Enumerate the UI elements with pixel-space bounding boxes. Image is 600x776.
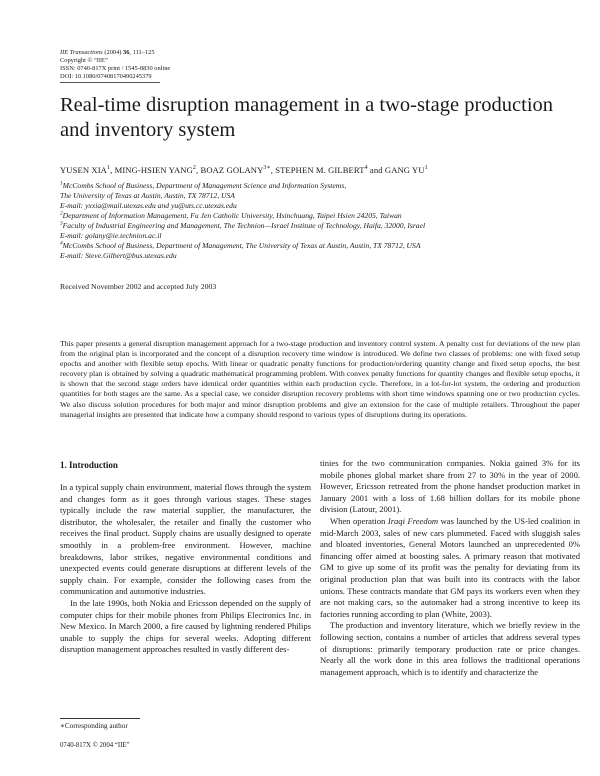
- abstract-text: This paper presents a general disruption management approach for a two-stage production and inventory control system. A penalty cost for deviations of the new plan from the original plan is incorporated and the concept of a disruption recovery time window is introduced. We define two classes of problems: one with fixed setup epochs and another with flexible setup epochs. With linear or quadratic penalty functions for production/ordering quantity change and fixed setup epochs, the best recovery plan is obtained by solving a quadratic mathematical programming problem. With convex penalty functions for quantity changes and flexible setup epochs, it is shown that the second stage orders have identical order quantities within each production cycle. Therefore, in a lot-for-lot system, the ordering and production quantities for both stages are the same. As a special case, we consider disruption recovery problems with short time windows spanning one or two production cycles. We also discuss solution procedures for both major and minor disruption problems and give an extension for the case of multiple retailers. Throughout the paper managerial insights are presented that indicate how a company should respond to various types of disruptions during its operations.: [60, 339, 580, 419]
- right-column: [320, 458, 580, 678]
- corresponding-author-note: ∗Corresponding author: [60, 722, 128, 730]
- affiliation-4-email: E-mail: Steve.Gilbert@bus.utexas.edu: [60, 251, 177, 260]
- paper-title: Real-time disruption management in a two-stage production and inventory system: [60, 94, 554, 141]
- issn-line: ISSN: 0740-817X print / 1545-8830 online: [60, 65, 171, 73]
- affiliations: [60, 181, 560, 261]
- footnote-rule: [60, 718, 140, 719]
- author-list: YUSEN XIA$^1$, MING-HSIEN YANG$^2$, BOAZ $GOLANY^{3∗}$, STEPHEN M. GILBERT$^4$ and GANG $YU^1$: [60, 165, 428, 175]
- abstract: [60, 339, 580, 420]
- intro-paragraph-1: In a typical supply chain environment, material flows through the system and changes form as it goes through various stages. These stages typically include the raw material supplier, the manufacturer, the distributor, the wholesaler, the retailer and finally the customer who receives the final product. Supply chains are usually designed to operate smoothly in a problem-free environment. However, machine breakdowns, labor strikes, negative environmental conditions and unexpected events could generate disruptions at different levels of the supply chain. For example, consider the following cases from the communication and automotive industries.: [60, 482, 311, 597]
- affiliation-1-cont: The University of Texas at Austin, Austin, TX 78712, USA: [60, 191, 235, 200]
- affiliation-1: $^1$McCombs School of Business, Department of Management Science and Information Systems,: [60, 180, 347, 190]
- intro-paragraph-4: The production and inventory literature, which we briefly review in the following section, contains a number of articles that address several types of disruptions: primarily temporary production rate or price changes. Nearly all the work done in this area follows the traditional operations management approach, which is to identify and characterize the: [320, 620, 580, 677]
- intro-paragraph-2-cont: tinies for the two communication companies. Nokia gained 3% for its mobile phones global market share from 27 to 30% in the year of 2000. However, Ericsson retreated from the phone handset production market in January 2001 with a loss of 1.68 billion dollars for its mobile phone division (Latour, 2001).: [320, 458, 580, 515]
- meta-rule: [60, 82, 160, 83]
- copyright-line: Copyright © “IIE”: [60, 57, 108, 65]
- page-footer: 0740-817X © 2004 “IIE”: [60, 742, 130, 749]
- journal-meta: [60, 49, 360, 81]
- affiliation-4: $^4$McCombs School of Business, Department of Management, The University of Texas at Austin, Austin, TX 78712, USA: [60, 240, 421, 250]
- citation-line: IIE Transactions (2004) 36, 111–125: [60, 49, 155, 56]
- affiliation-3-email: E-mail: golany@ie.technion.ac.il: [60, 231, 162, 240]
- doi-line: DOI: 10.1080/07408170490245379: [60, 73, 152, 81]
- left-column: [60, 460, 311, 656]
- affiliation-2: $^2$Department of Information Management, Fu Jen Catholic University, Hsinchuang, Taipei Hsien 24205, Taiwan: [60, 210, 402, 220]
- received-dates: Received November 2002 and accepted July 2003: [60, 282, 217, 291]
- section-heading: 1. Introduction: [60, 460, 118, 470]
- intro-paragraph-3: When operation Iraqi Freedom was launched by the US-led coalition in mid-March 2003, sales of new cars plummeted. Faced with sluggish sales and bloated inventories, General Motors launched an unprecedented 0% financing offer aimed at boosting sales. A primary reason that motivated GM to give up some of its profit was the penalty for deviating from its original production plan that was built into its contracts with the labor unions. These contracts mandate that GM pays its workers even when they are not making cars, so the automaker had a strong incentive to keep its factories running according to plan (White, 2003).: [320, 515, 580, 619]
- affiliation-1-email: E-mail: yxxia@mail.utexas.edu and yu@uts.cc.utexas.edu: [60, 201, 237, 210]
- affiliation-3: $^3$Faculty of Industrial Engineering and Management, The Technion—Israel Institute of Technology, Haifa, 32000, Israel: [60, 220, 426, 230]
- intro-paragraph-2: In the late 1990s, both Nokia and Ericsson depended on the supply of computer chips for their mobile phones from Philips Electronics Inc. in New Mexico. In March 2000, a fire caused by lightning rendered Philips unable to supply the chips for several weeks. Adopting different disruption management approaches resulted in vastly different des-: [60, 597, 311, 655]
